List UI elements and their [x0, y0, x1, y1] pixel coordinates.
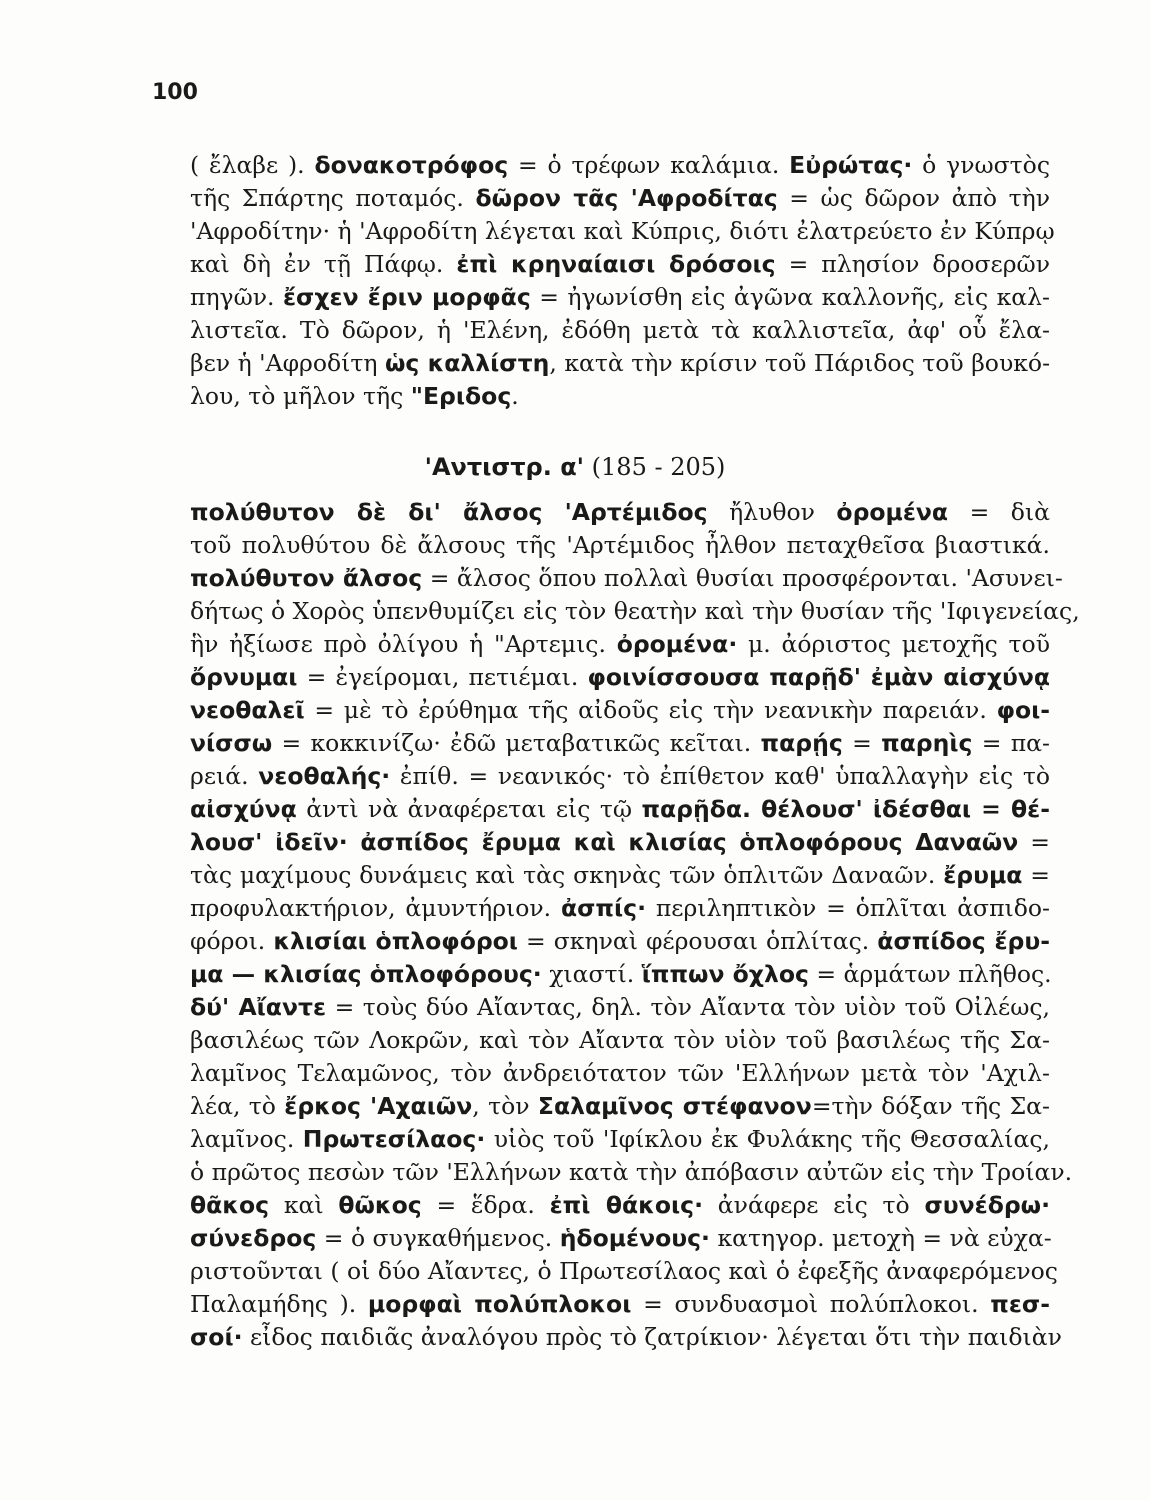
bold-lemma: μορφαὶ πολύπλοκοι [367, 1290, 632, 1318]
text-line [190, 1322, 1062, 1352]
text-run: προφυλακτήριον, ἀμυντήριον. [190, 894, 561, 922]
text-run: εἶδος παιδιᾶς ἀναλόγου πρὸς τὸ ζατρίκιον· λέγεται ὅτι τὴν παιδιὰν [242, 1323, 1062, 1351]
text-line [190, 1190, 1050, 1220]
bold-lemma: ὡς καλλίστη [384, 349, 550, 377]
bold-lemma: ἔρυμα [943, 861, 1023, 889]
text-run: ὁ πρῶτος πεσὼν τῶν 'Ελλήνων κατὰ τὴν ἀπόβασιν αὐτῶν εἰς τὴν Τροίαν. [190, 1158, 1073, 1186]
text-run: τῆς Σπάρτης ποταμός. [190, 184, 476, 212]
text-run: λαμῖνος Τελαμῶνος, τὸν ἀνδρειότατον τῶν 'Ελλήνων μετὰ τὸν 'Αχιλ- [190, 1059, 1050, 1087]
text-line [190, 893, 1050, 923]
text-run: = πα- [972, 729, 1050, 757]
text-line [190, 794, 1050, 824]
text-run: = ἄλσος ὅπου πολλαὶ θυσίαι προσφέρονται. 'Ασυνει- [422, 564, 1063, 592]
text-run: = [1018, 828, 1050, 856]
text-run: , τὸν [472, 1092, 538, 1120]
text-run: = ὁ συγκαθήμενος. [316, 1224, 560, 1252]
bold-lemma: δύ' Αἴαντε [190, 993, 327, 1021]
text-run: λου, τὸ μῆλον τῆς [190, 382, 411, 410]
text-run: βεν ἡ 'Αφροδίτη [190, 349, 385, 377]
text-run: = ἐγείρομαι, πετιέμαι. [297, 663, 588, 691]
text-run: τοῦ πολυθύτου δὲ ἄλσους τῆς 'Αρτέμιδος ἦλθον πεταχθεῖσα βιαστικά. [190, 531, 1050, 559]
bold-lemma: σύνεδρος [190, 1224, 317, 1252]
text-line [190, 381, 1050, 411]
text-run: λαμῖνος. [190, 1125, 303, 1153]
text-run: = [842, 729, 882, 757]
text-run: ἣν ἠξίωσε πρὸ ὀλίγου ἡ "Αρτεμις. [190, 630, 617, 658]
text-run: ( ἔλαβε ). [190, 151, 315, 179]
text-run: ἤλυθον [707, 498, 837, 526]
bold-lemma: ὄρνυμαι [190, 663, 298, 691]
text-line [190, 1157, 1073, 1187]
text-line [190, 596, 1080, 626]
text-line [190, 249, 1050, 279]
text-run: = ὡς δῶρον ἀπὸ τὴν [777, 184, 1050, 212]
section-heading [0, 452, 1150, 482]
bold-lemma: ἀσπίδος ἔρυ- [877, 927, 1050, 955]
text-run: καὶ [269, 1191, 339, 1219]
text-run: =τὴν δόξαν τῆς Σα- [811, 1092, 1050, 1120]
text-run: κατηγορ. μετοχὴ = νὰ εὐχα- [709, 1224, 1052, 1252]
text-run: = κοκκινίζω· ἐδῶ μεταβατικῶς κεῖται. [272, 729, 761, 757]
text-run: ἀνάφερε εἰς τὸ [703, 1191, 925, 1219]
text-run: ριστοῦνται ( οἱ δύο Αἴαντες, ὁ Πρωτεσίλαος καὶ ὁ ἐφεξῆς ἀναφερόμενος [190, 1257, 1058, 1285]
text-run: μ. ἀόριστος μετοχῆς τοῦ [737, 630, 1050, 658]
text-run: ρειά. [190, 762, 259, 790]
text-line [190, 860, 1050, 890]
bold-lemma: παρῇδα. θέλουσ' ἰδέσθαι = θέ- [641, 795, 1050, 823]
text-run: . [511, 382, 519, 410]
text-run: τὰς μαχίμους δυνάμεις καὶ τὰς σκηνὰς τῶν ὁπλιτῶν Δαναῶν. [190, 861, 944, 889]
text-run: = ἕδρα. [421, 1191, 550, 1219]
text-line [190, 282, 1050, 312]
text-run: ὁ γνωστὸς [912, 151, 1050, 179]
bold-lemma: ἐπὶ κρηναίαισι δρόσοις [456, 250, 776, 278]
bold-lemma: αἰσχύνᾳ [190, 795, 297, 823]
text-line [190, 1223, 1050, 1253]
bold-lemma: ἔρκος 'Αχαιῶν [284, 1092, 473, 1120]
text-run: = συνδυασμοὶ πολύπλοκοι. [631, 1290, 991, 1318]
text-line [190, 497, 1050, 527]
text-line [190, 216, 1055, 246]
text-line [190, 992, 1050, 1022]
text-run: = ὁ τρέφων καλάμια. [508, 151, 790, 179]
bold-lemma: ὀρομένα [836, 498, 949, 526]
text-line [190, 695, 1050, 725]
text-run: = μὲ τὸ ἐρύθημα τῆς αἰδοῦς εἰς τὴν νεανικὴν παρειάν. [304, 696, 997, 724]
text-run: ἐπίθ. = νεανικός· τὸ ἐπίθετον καθ' ὑπαλλαγὴν εἰς τὸ [390, 762, 1050, 790]
bold-lemma: θᾶκος [190, 1191, 270, 1219]
page-number: 100 [152, 80, 198, 105]
text-run: = ἠγωνίσθη εἰς ἀγῶνα καλλονῆς, εἰς καλ- [530, 283, 1050, 311]
text-run: Παλαμήδης ). [190, 1290, 368, 1318]
text-line [190, 728, 1050, 758]
text-run: λιστεῖα. Τὸ δῶρον, ἡ 'Ελένη, ἐδόθη μετὰ τὰ καλλιστεῖα, ἀφ' οὗ ἔλα- [190, 316, 1050, 344]
text-run: πηγῶν. [190, 283, 283, 311]
text-line [190, 150, 1050, 180]
bold-lemma: ἔσχεν ἔριν μορφᾶς [282, 283, 531, 311]
text-run: ἀντὶ νὰ ἀναφέρεται εἰς τῷ [296, 795, 642, 823]
text-line [190, 827, 1050, 857]
text-run: χιαστί. [541, 960, 642, 988]
text-line [190, 1058, 1050, 1088]
text-run: , κατὰ τὴν κρίσιν τοῦ Πάριδος τοῦ βουκό- [549, 349, 1051, 377]
bold-lemma: φοινίσσουσα παρῇδ' ἐμὰν αἰσχύνᾳ [587, 663, 1050, 691]
text-run: 'Αφροδίτην· ἡ 'Αφροδίτη λέγεται καὶ Κύπρις, διότι ἐλατρεύετο ἐν Κύπρῳ [190, 217, 1055, 245]
bold-lemma: ὀρομένα· [616, 630, 738, 658]
bold-lemma: πολύθυτον ἄλσος [190, 564, 423, 592]
bold-lemma: σοί· [190, 1323, 243, 1351]
text-run: = ἁρμάτων πλῆθος. [808, 960, 1052, 988]
text-line [190, 1091, 1050, 1121]
text-line [190, 1256, 1058, 1286]
bold-lemma: δῶρον τᾶς 'Αφροδίτας [475, 184, 778, 212]
bold-lemma: ἵππων ὄχλος [641, 960, 809, 988]
bold-lemma: νίσσω [190, 729, 273, 757]
bold-lemma: κλισίαι ὁπλοφόροι [273, 927, 518, 955]
text-line [190, 662, 1050, 692]
bold-lemma: φοι- [996, 696, 1050, 724]
bold-lemma: θῶκος [338, 1191, 422, 1219]
bold-lemma: πολύθυτον δὲ δι' ἄλσος 'Αρτέμιδος [190, 498, 708, 526]
bold-lemma: Εὐρώτας· [789, 151, 913, 179]
text-line [190, 530, 1050, 560]
bold-lemma: μα — κλισίας ὁπλοφόρους· [190, 960, 542, 988]
text-run: = σκηναὶ φέρουσαι ὁπλίτας. [517, 927, 878, 955]
text-run: βασιλέως τῶν Λοκρῶν, καὶ τὸν Αἴαντα τὸν υἱὸν τοῦ βασιλέως τῆς Σα- [190, 1026, 1050, 1054]
text-line [190, 926, 1050, 956]
bold-lemma: παρῄς [760, 729, 843, 757]
text-line [190, 183, 1050, 213]
bold-lemma: λουσ' ἰδεῖν· ἀσπίδος ἔρυμα καὶ κλισίας ὁπλοφόρους Δαναῶν [190, 828, 1019, 856]
bold-lemma: παρηὶς [881, 729, 973, 757]
text-run: λέα, τὸ [190, 1092, 285, 1120]
text-run: υἱὸς τοῦ 'Ιφίκλου ἐκ Φυλάκης τῆς Θεσσαλίας, [485, 1125, 1051, 1153]
text-run: = τοὺς δύο Αἴαντας, δηλ. τὸν Αἴαντα τὸν υἱὸν τοῦ Οἰλέως, [326, 993, 1050, 1021]
bold-lemma: νεοθαλής· [258, 762, 391, 790]
text-run: δήτως ὁ Χορὸς ὑπενθυμίζει εἰς τὸν θεατὴν καὶ τὴν θυσίαν τῆς 'Ιφιγενείας, [190, 597, 1080, 625]
bold-lemma: νεοθαλεῖ [190, 696, 305, 724]
bold-lemma: δονακοτρόφος [314, 151, 509, 179]
text-line [190, 1025, 1050, 1055]
text-run: φόροι. [190, 927, 274, 955]
section-heading-title: 'Αντιστρ. α' [424, 453, 585, 481]
text-line [190, 315, 1050, 345]
bold-lemma: "Εριδος [410, 382, 512, 410]
bold-lemma: συνέδρω· [924, 1191, 1051, 1219]
text-line [190, 1124, 1050, 1154]
text-run: = [1022, 861, 1050, 889]
text-run: περιληπτικὸν = ὁπλῖται ἀσπιδο- [646, 894, 1050, 922]
text-line [190, 959, 1050, 989]
text-line [190, 1289, 1050, 1319]
bold-lemma: Σαλαμῖνος στέφανον [537, 1092, 812, 1120]
text-run: = διὰ [948, 498, 1050, 526]
text-line [190, 563, 1063, 593]
text-line [190, 761, 1050, 791]
bold-lemma: ἡδομένους· [559, 1224, 710, 1252]
text-line [190, 348, 1050, 378]
bold-lemma: ἀσπίς· [560, 894, 647, 922]
bold-lemma: Πρωτεσίλαος· [302, 1125, 486, 1153]
bold-lemma: πεσ- [990, 1290, 1050, 1318]
text-line [190, 629, 1050, 659]
text-run: = πλησίον δροσερῶν [775, 250, 1050, 278]
section-heading-range: (185 - 205) [591, 453, 726, 481]
text-run: καὶ δὴ ἐν τῇ Πάφῳ. [190, 250, 457, 278]
bold-lemma: ἐπὶ θάκοις· [549, 1191, 704, 1219]
